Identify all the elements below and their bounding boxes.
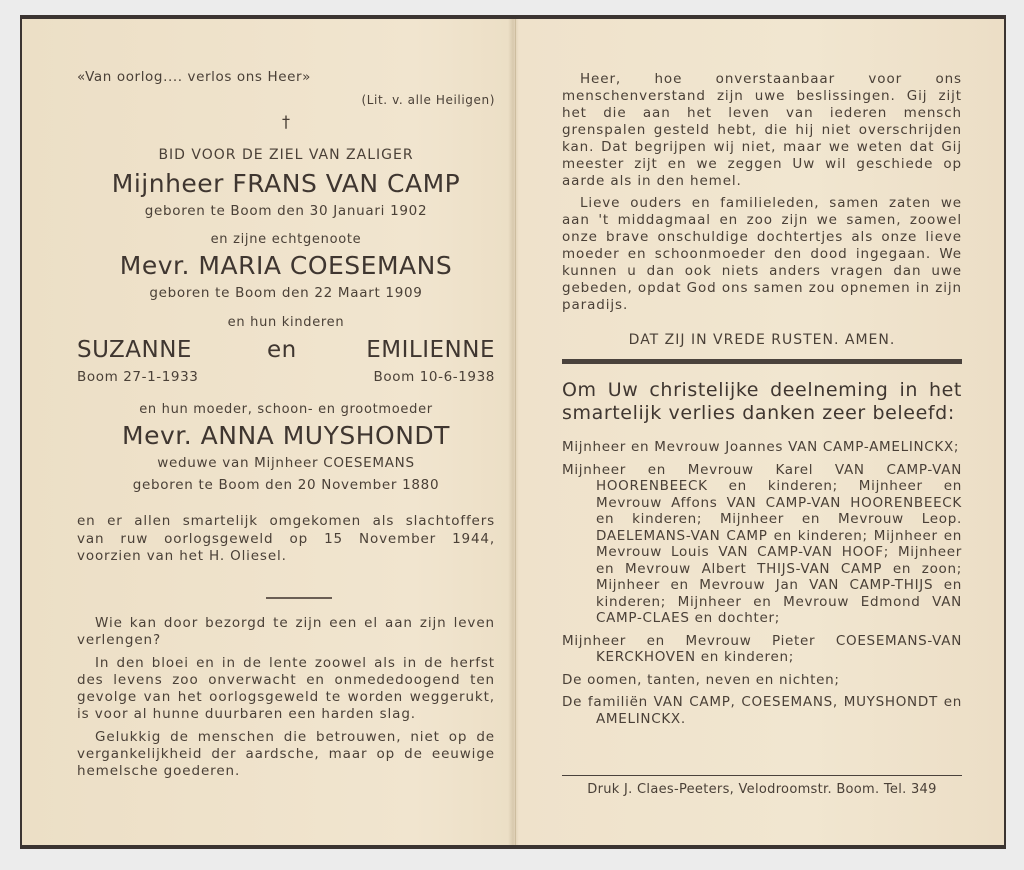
birth-info-anna: geboren te Boom den 20 November 1880 [132, 477, 440, 493]
printer-divider [562, 775, 962, 776]
children-connector: en hun kinderen [227, 315, 345, 330]
children-conjunction: en [267, 337, 297, 363]
memorial-card [20, 15, 1006, 849]
death-notice-line: voorzien van het H. Oliesel. [77, 548, 287, 564]
death-notice-line: van ruw oorlogsgeweld op 15 November 1944, [77, 530, 495, 547]
family-list [562, 439, 962, 733]
mother-connector: en hun moeder, schoon- en grootmoeder [139, 402, 433, 417]
family-entry: Mijnheer en Mevrouw Joannes VAN CAMP-AMELINCKX; [562, 439, 960, 455]
birth-info-frans: geboren te Boom den 30 Januari 1902 [144, 203, 428, 219]
epigraph-quote: «Van oorlog.... verlos ons Heer» [77, 69, 312, 85]
family-entry: De familiën VAN CAMP, COESEMANS, MUYSHONDT en AMELINCKX. [562, 694, 962, 727]
thick-divider [562, 359, 962, 364]
child-name-emilienne: EMILIENNE [366, 337, 495, 363]
printer-credit: Druk J. Claes-Peeters, Velodroomstr. Boom. Tel. 349 [587, 782, 937, 797]
center-fold [515, 19, 516, 845]
prayer-heading: BID VOOR DE ZIEL VAN ZALIGER [158, 147, 414, 163]
reflection-paragraph: Gelukkig de menschen die betrouwen, niet op de vergankelijkheid der aardsche, maar op de eeuwige hemelsche goederen. [77, 729, 495, 779]
deceased-name-frans: Mijnheer FRANS VAN CAMP [111, 169, 461, 198]
reflection-paragraph: Wie kan door bezorgd te zijn een el aan zijn leven verlengen? [77, 615, 495, 648]
death-notice [77, 513, 495, 566]
child-name-suzanne: SUZANNE [77, 337, 192, 363]
section-divider [266, 597, 332, 599]
child-birth-suzanne: Boom 27-1-1933 [77, 369, 199, 385]
spouse-connector: en zijne echtgenoote [210, 232, 362, 247]
thanks-heading: Om Uw christelijke deelneming in het smartelijk verlies danken zeer beleefd: [562, 379, 962, 424]
cross-icon: † [282, 112, 290, 131]
reflection-paragraph: In den bloei en in de lente zoowel als in de herfst des levens zoo onverwacht en onmededoogend ten gevolge van het oorlogsgeweld te worden weggerukt, is voor al hunne duurbaren een harden slag. [77, 655, 495, 722]
deceased-name-anna: Mevr. ANNA MUYSHONDT [122, 421, 450, 450]
prayer-text [562, 71, 962, 319]
child-birth-emilienne: Boom 10-6-1938 [373, 369, 495, 385]
widow-info-anna: weduwe van Mijnheer COESEMANS [157, 455, 415, 471]
reflection-text [77, 615, 495, 786]
prayer-paragraph: Heer, hoe onverstaanbaar voor ons menschenverstand zijn uwe beslissingen. Gij zijt het die aan het leven van iederen mensch grenspalen gesteld hebt, die hij niet overschrijden kan. Dat begrijpen wij niet, maar we weten dat Gij meester zijt en we zeggen Uw wil geschiede op aarde als in den hemel. [562, 71, 962, 189]
family-entry: De oomen, tanten, neven en nichten; [562, 671, 840, 688]
death-notice-line: en er allen smartelijk omgekomen als slachtoffers [77, 513, 495, 529]
epigraph-source: (Lit. v. alle Heiligen) [361, 93, 495, 107]
birth-info-maria: geboren te Boom den 22 Maart 1909 [149, 285, 423, 301]
family-entry: Mijnheer en Mevrouw Karel VAN CAMP-VAN HOORENBEECK en kinderen; Mijnheer en Mevrouw Affons VAN CAMP-VAN HOORENBEECK en kinderen; Mijnheer en Mevrouw Leop. DAELEMANS-VAN CAMP en kinderen; Mijnheer en Mevrouw Louis VAN CAMP-VAN HOOF; Mijnheer en Mevrouw Albert THIJS-VAN CAMP en zoon; Mijnheer en Mevrouw Jan VAN CAMP-THIJS en kinderen; Mijnheer en Mevrouw Edmond VAN CAMP-CLAES en dochter; [562, 461, 962, 626]
deceased-name-maria: Mevr. MARIA COESEMANS [119, 251, 453, 280]
family-entry: Mijnheer en Mevrouw Pieter COESEMANS-VAN KERCKHOVEN en kinderen; [562, 632, 962, 665]
prayer-paragraph: Lieve ouders en familieleden, samen zaten we aan 't middagmaal en zoo zijn we samen, zoowel onze brave onschuldige dochtertjes als onze lieve moeder en schoonmoeder den dood ingegaan. We kunnen u dan ook niets anders vragen dan uwe gebeden, opdat God ons samen zou opnemen in zijn paradijs. [562, 195, 962, 313]
rest-in-peace-line: DAT ZIJ IN VREDE RUSTEN. AMEN. [628, 332, 896, 348]
